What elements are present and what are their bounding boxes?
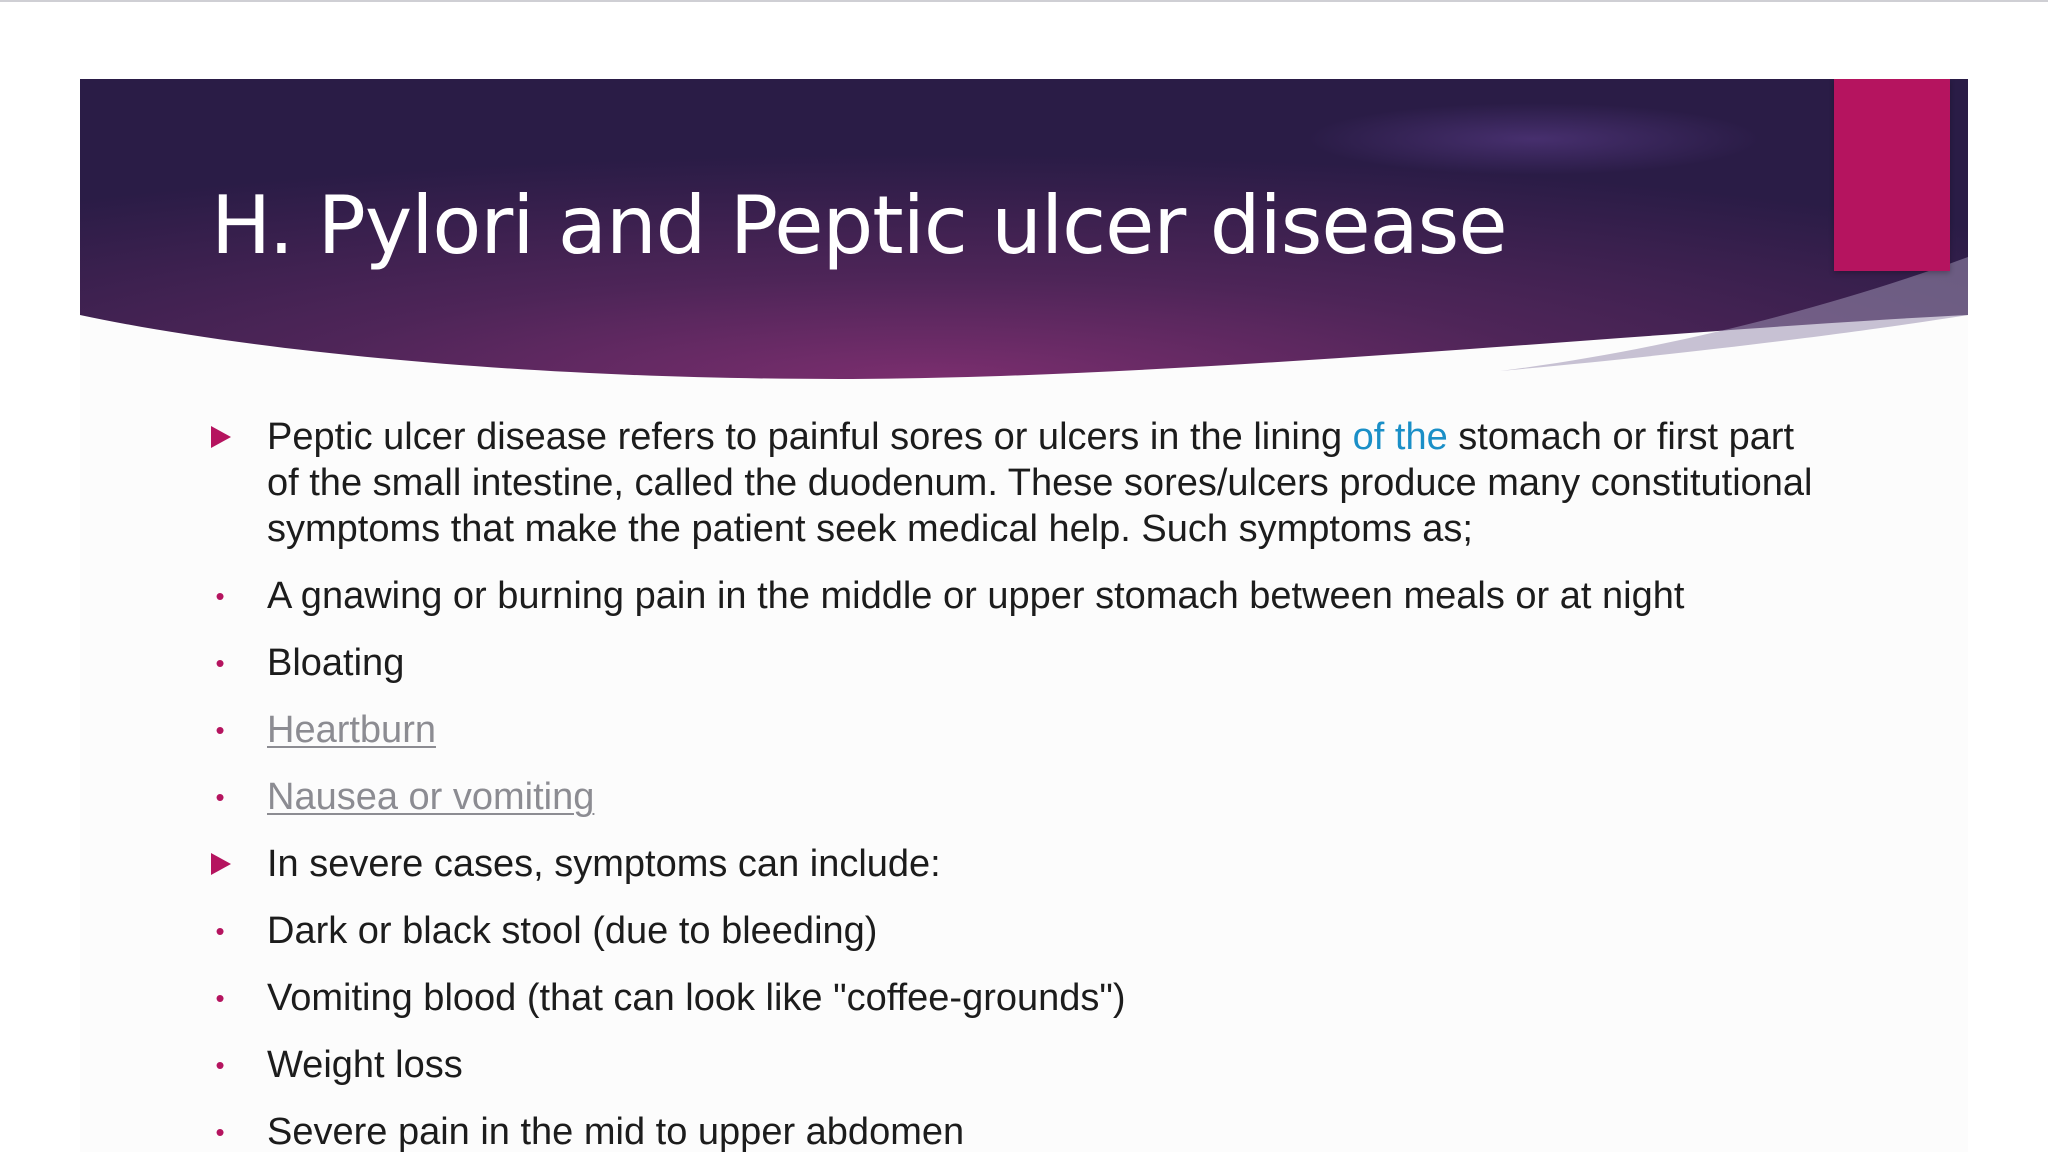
triangle-bullet-icon: [211, 853, 231, 875]
slide-title: H. Pylori and Peptic ulcer disease: [211, 179, 1507, 272]
list-item-symptom: [211, 707, 1831, 753]
severe-symptom-text: Vomiting blood (that can look like "coffee-grounds"): [267, 977, 1126, 1019]
severe-symptom-text: Weight loss: [267, 1044, 463, 1086]
intro-text-start: Peptic ulcer disease refers to painful sores or ulcers in the lining: [267, 416, 1353, 458]
list-item-severe-symptom: [211, 975, 1831, 1021]
list-item-symptom: [211, 573, 1831, 619]
intro-text-end: stomach or first part of the small intestine, called the duodenum. These sores/ulcers produce many constitutional symptoms that make the patient seek medical help. Such symptoms as;: [267, 416, 1813, 550]
dot-bullet-icon: •: [215, 648, 225, 678]
accent-tab: [1834, 79, 1950, 271]
dot-bullet-icon: •: [215, 782, 225, 812]
list-item-symptom: [211, 774, 1831, 820]
list-item-symptom: [211, 640, 1831, 686]
bullet-list: [211, 414, 1831, 1152]
intro-highlight: of the: [1352, 416, 1448, 458]
list-item-severe-heading: [211, 841, 1831, 887]
severe-symptom-text: Severe pain in the mid to upper abdomen: [267, 1111, 965, 1152]
list-item-severe-symptom: [211, 908, 1831, 954]
severe-heading-text: In severe cases, symptoms can include:: [267, 843, 941, 885]
list-item-intro: [211, 414, 1831, 552]
top-border: [0, 0, 2048, 2]
nausea-vomiting-link[interactable]: Nausea or vomiting: [267, 776, 595, 818]
severe-symptom-text: Dark or black stool (due to bleeding): [267, 910, 878, 952]
list-item-severe-symptom: [211, 1109, 1831, 1152]
title-banner: [80, 79, 1968, 383]
dot-bullet-icon: •: [215, 1117, 225, 1147]
dot-bullet-icon: •: [215, 916, 225, 946]
dot-bullet-icon: •: [215, 983, 225, 1013]
dot-bullet-icon: •: [215, 715, 225, 745]
heartburn-link[interactable]: Heartburn: [267, 709, 436, 751]
symptom-text: Bloating: [267, 642, 405, 684]
dot-bullet-icon: •: [215, 581, 225, 611]
slide: [80, 79, 1968, 1152]
triangle-bullet-icon: [211, 426, 231, 448]
dot-bullet-icon: •: [215, 1050, 225, 1080]
symptom-text: A gnawing or burning pain in the middle or upper stomach between meals or at night: [267, 575, 1685, 617]
list-item-severe-symptom: [211, 1042, 1831, 1088]
